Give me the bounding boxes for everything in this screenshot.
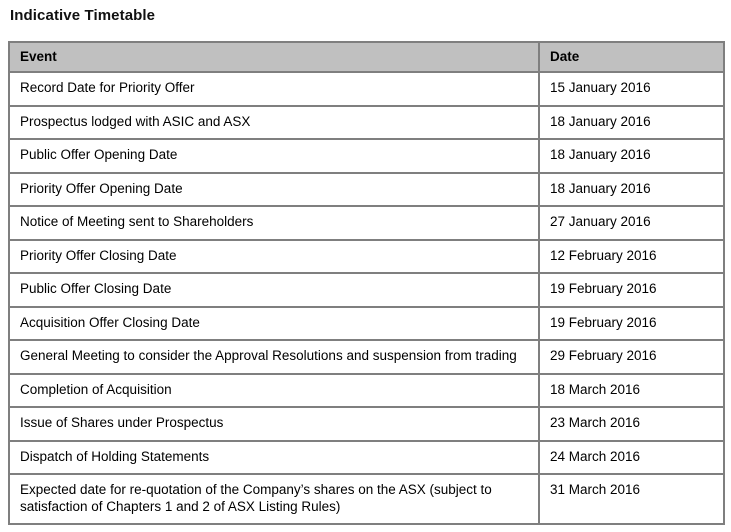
table-body xyxy=(9,72,724,524)
indicative-timetable-table xyxy=(8,41,725,525)
event-cell: Expected date for re-quotation of the Company’s shares on the ASX (subject to satisfaction of Chapters 1 and 2 of ASX Listing Rules) xyxy=(9,474,539,524)
event-cell: Issue of Shares under Prospectus xyxy=(9,407,539,440)
table-row xyxy=(9,340,724,373)
column-header-event: Event xyxy=(9,42,539,72)
table-row xyxy=(9,407,724,440)
date-cell: 27 January 2016 xyxy=(539,206,724,239)
table-row xyxy=(9,374,724,407)
table-row xyxy=(9,72,724,105)
event-cell: Dispatch of Holding Statements xyxy=(9,441,539,474)
table-row xyxy=(9,474,724,524)
table-row xyxy=(9,240,724,273)
date-cell: 18 January 2016 xyxy=(539,139,724,172)
event-cell: General Meeting to consider the Approval Resolutions and suspension from trading xyxy=(9,340,539,373)
event-cell: Acquisition Offer Closing Date xyxy=(9,307,539,340)
event-cell: Record Date for Priority Offer xyxy=(9,72,539,105)
table-row xyxy=(9,307,724,340)
table-row xyxy=(9,441,724,474)
table-row xyxy=(9,273,724,306)
event-cell: Notice of Meeting sent to Shareholders xyxy=(9,206,539,239)
column-header-date: Date xyxy=(539,42,724,72)
date-cell: 18 March 2016 xyxy=(539,374,724,407)
date-cell: 23 March 2016 xyxy=(539,407,724,440)
date-cell: 12 February 2016 xyxy=(539,240,724,273)
date-cell: 18 January 2016 xyxy=(539,106,724,139)
date-cell: 18 January 2016 xyxy=(539,173,724,206)
event-cell: Completion of Acquisition xyxy=(9,374,539,407)
table-header-row xyxy=(9,42,724,72)
page-title: Indicative Timetable xyxy=(10,7,156,24)
date-cell: 29 February 2016 xyxy=(539,340,724,373)
event-cell: Prospectus lodged with ASIC and ASX xyxy=(9,106,539,139)
date-cell: 19 February 2016 xyxy=(539,273,724,306)
date-cell: 19 February 2016 xyxy=(539,307,724,340)
event-cell: Priority Offer Opening Date xyxy=(9,173,539,206)
date-cell: 15 January 2016 xyxy=(539,72,724,105)
table-row xyxy=(9,106,724,139)
event-cell: Public Offer Closing Date xyxy=(9,273,539,306)
event-cell: Public Offer Opening Date xyxy=(9,139,539,172)
date-cell: 24 March 2016 xyxy=(539,441,724,474)
event-cell: Priority Offer Closing Date xyxy=(9,240,539,273)
date-cell: 31 March 2016 xyxy=(539,474,724,524)
table-row xyxy=(9,139,724,172)
table-row xyxy=(9,173,724,206)
table-row xyxy=(9,206,724,239)
